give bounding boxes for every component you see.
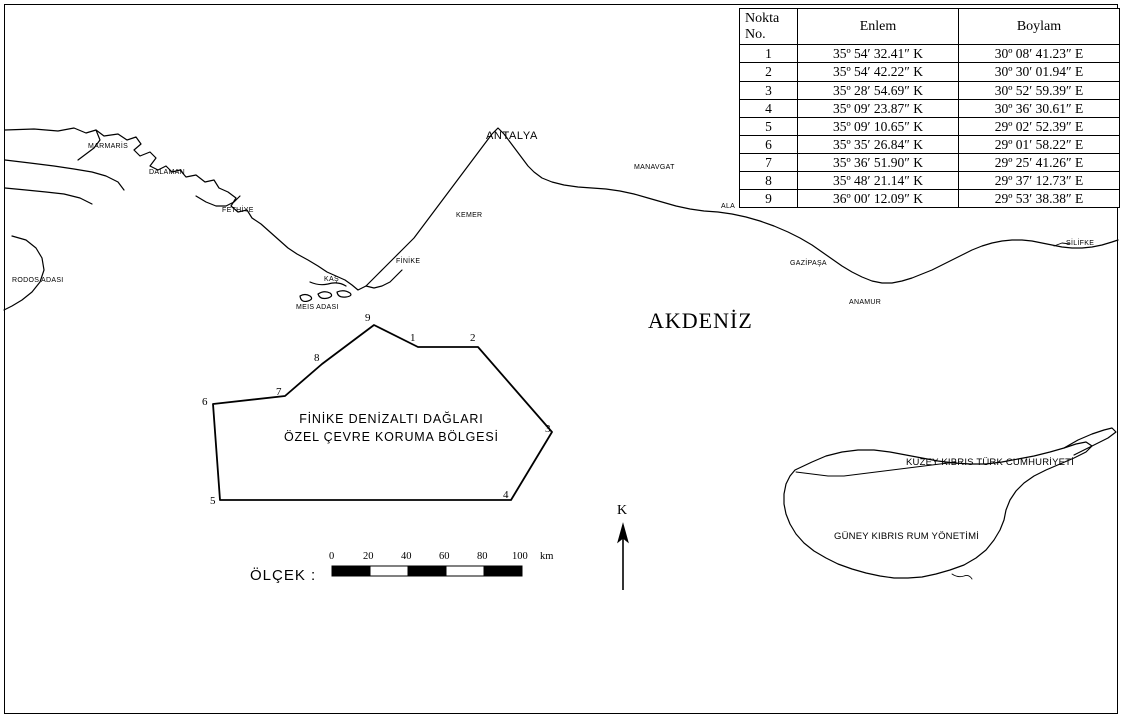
cell-point-no: 9: [740, 190, 798, 208]
datca-peninsula: [5, 188, 92, 204]
header-point-no-line1: Nokta: [745, 11, 780, 26]
cell-longitude: 30º 36′ 30.61″ E: [959, 99, 1120, 117]
cyprus-north-label: KUZEY KIBRIS TÜRK CUMHURİYETİ: [906, 457, 1075, 468]
city-label-kas: KAŞ: [324, 276, 339, 283]
cell-latitude: 35º 09′ 10.65″ K: [798, 117, 959, 135]
header-longitude: Boylam: [959, 9, 1120, 45]
zone-point-label-3: 3: [545, 423, 551, 435]
cell-latitude: 35º 48′ 21.14″ K: [798, 172, 959, 190]
fethiye-bay: [196, 196, 240, 206]
table-row: [740, 45, 1120, 63]
table-row: [740, 135, 1120, 153]
gokova-gulf: [5, 160, 124, 190]
cell-point-no: 1: [740, 45, 798, 63]
meis-adasi: [300, 295, 312, 302]
table-header-row: [740, 9, 1120, 45]
cell-latitude: 35º 09′ 23.87″ K: [798, 99, 959, 117]
cyprus-south-label: GÜNEY KIBRIS RUM YÖNETİMİ: [834, 531, 980, 542]
city-label-marmaris: MARMARİS: [88, 143, 129, 150]
cell-longitude: 29º 53′ 38.38″ E: [959, 190, 1120, 208]
cell-latitude: 35º 36′ 51.90″ K: [798, 154, 959, 172]
city-label-antalya: ANTALYA: [486, 130, 538, 142]
cell-point-no: 4: [740, 99, 798, 117]
table-row: [740, 117, 1120, 135]
scale-tick-60: 60: [439, 551, 450, 562]
city-label-rodos-adasi: RODOS ADASI: [12, 277, 64, 284]
cell-longitude: 29º 25′ 41.26″ E: [959, 154, 1120, 172]
cell-longitude: 30º 30′ 01.94″ E: [959, 63, 1120, 81]
cell-latitude: 35º 35′ 26.84″ K: [798, 135, 959, 153]
table-row: [740, 172, 1120, 190]
zone-point-label-2: 2: [470, 332, 476, 344]
cell-longitude: 30º 52′ 59.39″ E: [959, 81, 1120, 99]
zone-point-label-8: 8: [314, 352, 320, 364]
city-label-manavgat: MANAVGAT: [634, 164, 675, 171]
north-arrow: [618, 524, 628, 590]
kekova-island-b: [337, 291, 351, 297]
scale-tick-40: 40: [401, 551, 412, 562]
north-arrow-label: K: [617, 503, 628, 518]
table-body: [740, 45, 1120, 208]
coordinates-table: [739, 8, 1120, 208]
zone-point-label-1: 1: [410, 332, 416, 344]
cyprus-karpas-peninsula: [1064, 428, 1116, 455]
cell-longitude: 30º 08′ 41.23″ E: [959, 45, 1120, 63]
city-label-gazipasa: GAZİPAŞA: [790, 260, 827, 267]
city-label-anamur: ANAMUR: [849, 299, 882, 306]
city-label-silifke: SİLİFKE: [1066, 240, 1095, 247]
sea-label-akdeniz: AKDENİZ: [648, 308, 753, 333]
rodos-adasi-outline: [4, 236, 44, 310]
scale-label: ÖLÇEK :: [250, 567, 317, 584]
cell-latitude: 35º 28′ 54.69″ K: [798, 81, 959, 99]
zone-point-label-6: 6: [202, 396, 208, 408]
header-latitude: Enlem: [798, 9, 959, 45]
city-label-meis-adasi: MEIS ADASI: [296, 304, 339, 311]
table-row: [740, 81, 1120, 99]
city-label-finike: FİNİKE: [396, 258, 421, 265]
scale-bar: [332, 566, 522, 576]
cell-point-no: 8: [740, 172, 798, 190]
city-label-ala: ALA: [721, 203, 736, 210]
scale-tick-0: 0: [329, 551, 335, 562]
cell-point-no: 5: [740, 117, 798, 135]
table-row: [740, 99, 1120, 117]
antalya-bay-detail: [366, 270, 402, 288]
table-row: [740, 190, 1120, 208]
cell-longitude: 29º 37′ 12.73″ E: [959, 172, 1120, 190]
zone-point-label-5: 5: [210, 495, 216, 507]
cyprus-south-detail: [952, 574, 972, 579]
cell-longitude: 29º 01′ 58.22″ E: [959, 135, 1120, 153]
cell-latitude: 35º 54′ 32.41″ K: [798, 45, 959, 63]
protected-zone-title-line1: FİNİKE DENİZALTI DAĞLARI: [299, 412, 484, 426]
scale-unit: km: [540, 551, 554, 562]
cell-longitude: 29º 02′ 52.39″ E: [959, 117, 1120, 135]
zone-point-label-9: 9: [365, 312, 371, 324]
city-label-kemer: KEMER: [456, 212, 483, 219]
cell-latitude: 35º 54′ 42.22″ K: [798, 63, 959, 81]
protected-zone-title-line2: ÖZEL ÇEVRE KORUMA BÖLGESİ: [284, 430, 499, 445]
scale-tick-80: 80: [477, 551, 488, 562]
scale-tick-100: 100: [512, 551, 528, 562]
cell-latitude: 36º 00′ 12.09″ K: [798, 190, 959, 208]
zone-point-label-7: 7: [276, 386, 282, 398]
city-label-fethiye: FETHİYE: [222, 207, 254, 214]
protected-zone-title: [284, 410, 499, 446]
cell-point-no: 6: [740, 135, 798, 153]
scale-tick-20: 20: [363, 551, 374, 562]
cell-point-no: 3: [740, 81, 798, 99]
cell-point-no: 7: [740, 154, 798, 172]
city-label-dalaman: DALAMAN: [149, 169, 185, 176]
cell-point-no: 2: [740, 63, 798, 81]
header-point-no-line2: No.: [745, 26, 766, 42]
header-point-no: [740, 9, 798, 45]
kekova-island-a: [318, 292, 332, 299]
table-row: [740, 154, 1120, 172]
table-row: [740, 63, 1120, 81]
zone-point-label-4: 4: [503, 489, 509, 501]
